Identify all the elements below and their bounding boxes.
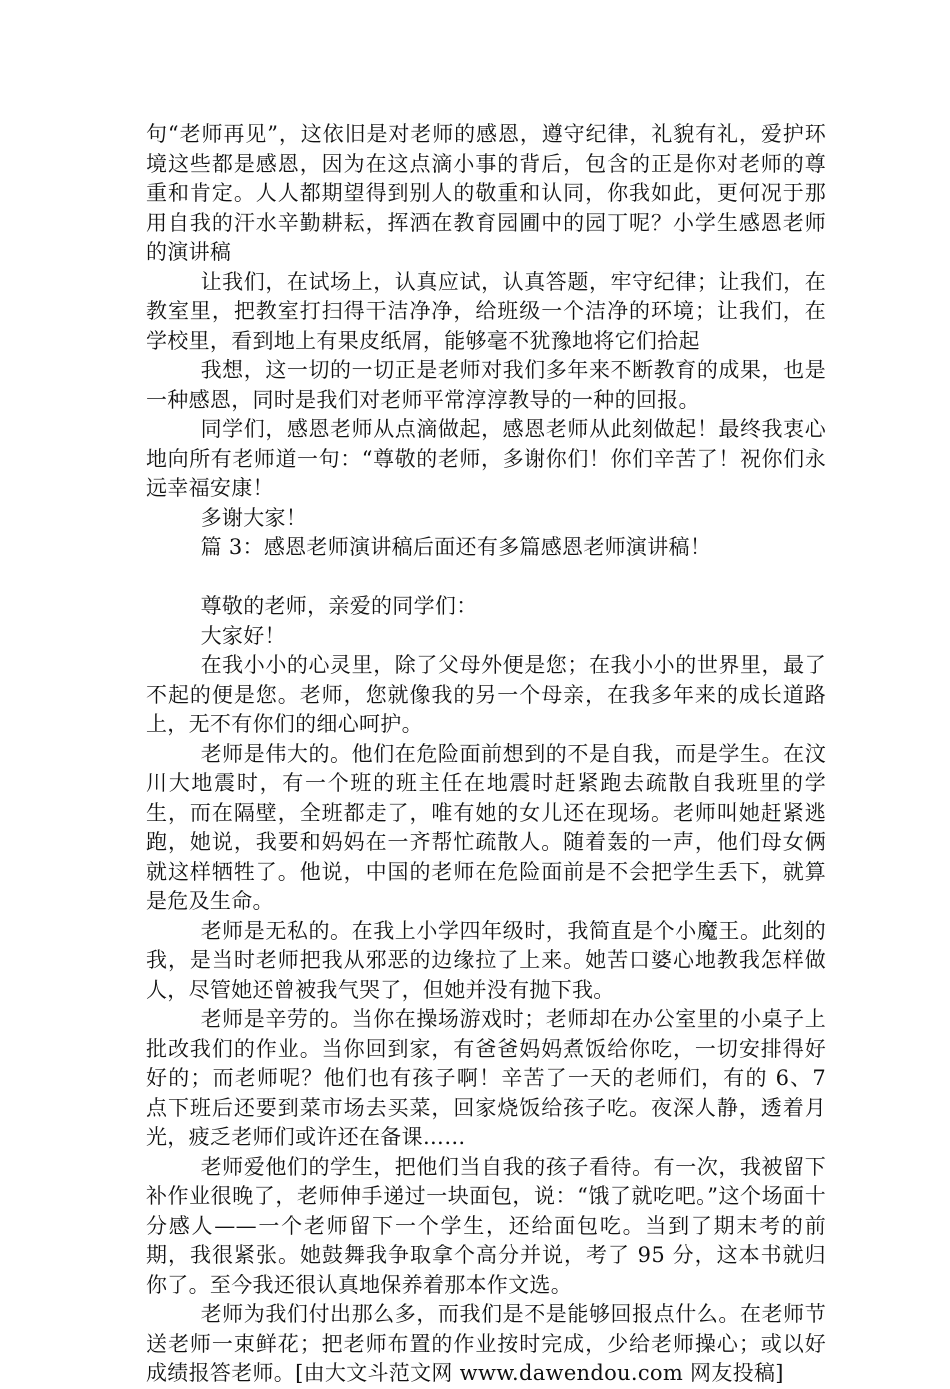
paragraph: 我想，这一切的一切正是老师对我们多年来不断教育的成果，也是一种感恩，同时是我们对老师平常淳淳教导的一种的回报。 [146,358,826,412]
paragraph: 多谢大家！ [200,505,308,530]
paragraph: 老师是辛劳的。当你在操场游戏时；老师却在办公室里的小桌子上批改我们的作业。当你回到家，有爸爸妈妈煮饭给你吃，一切安排得好好的；而老师呢？他们也有孩子啊！辛苦了一天的老师们，有的 6、7 点下班后还要到菜市场去买菜，回家烧饭给孩子吃。夜深人静，透着月光，疲乏老师们或许还在备课…… [146,1007,826,1149]
section-heading: 篇 3：感恩老师演讲稿后面还有多篇感恩老师演讲稿！ [200,535,712,559]
paragraph: 老师爱他们的学生，把他们当自我的孩子看待。有一次，我被留下补作业很晚了，老师伸手递过一块面包，说：“饿了就吃吧。”这个场面十分感人——一个老师留下一个学生，还给面包吃。当到了期末考的前期，我很紧张。她鼓舞我争取拿个高分并说，考了 95 分，这本书就归你了。至今我还很认真地保养着那本作文选。 [146,1154,826,1297]
paragraph: 老师是无私的。在我上小学四年级时，我简直是个小魔王。此刻的我，是当时老师把我从邪恶的边缘拉了上来。她苦口婆心地教我怎样做人，尽管她还曾被我气哭了，但她并没有抛下我。 [146,918,826,1002]
paragraph: 句“老师再见”，这依旧是对老师的感恩，遵守纪律，礼貌有礼，爱护环境这些都是感恩，因为在这点滴小事的背后，包含的正是你对老师的尊重和肯定。人人都期望得到别人的敬重和认同，你我如此，更何况于那用自我的汗水辛勤耕耘，挥洒在教育园圃中的园丁呢？小学生感恩老师的演讲稿 [146,122,826,264]
salutation: 尊敬的老师，亲爱的同学们： [200,594,478,618]
paragraph: 老师为我们付出那么多，而我们是不是能够回报点什么。在老师节送老师一束鲜花；把老师布置的作业按时完成，少给老师操心；或以好成绩报答老师。[由大文斗范文网 www.dawendou.com 网友投稿] [146,1302,826,1385]
document-page [146,120,826,1389]
greeting: 大家好！ [200,623,286,648]
paragraph: 同学们，感恩老师从点滴做起，感恩老师从此刻做起！最终我衷心地向所有老师道一句：“尊敬的老师，多谢你们！你们辛苦了！祝你们永远幸福安康！ [146,417,826,500]
blank-line [146,563,826,593]
paragraph: 老师是伟大的。他们在危险面前想到的不是自我，而是学生。在汶川大地震时，有一个班的班主任在地震时赶紧跑去疏散自我班里的学生，而在隔壁，全班都走了，唯有她的女儿还在现场。老师叫她赶紧逃跑，她说，我要和妈妈在一齐帮忙疏散人。随着轰的一声，他们母女俩就这样牺牲了。他说，中国的老师在危险面前是不会把学生丢下，就算是危及生命。 [146,741,826,913]
paragraph: 在我小小的心灵里，除了父母外便是您；在我小小的世界里，最了不起的便是您。老师，您就像我的另一个母亲，在我多年来的成长道路上，无不有你们的细心呵护。 [146,653,826,736]
paragraph: 让我们，在试场上，认真应试，认真答题，牢守纪律；让我们，在教室里，把教室打扫得干洁净净，给班级一个洁净的环境；让我们，在学校里，看到地上有果皮纸屑，能够毫不犹豫地将它们拾起 [146,269,826,353]
